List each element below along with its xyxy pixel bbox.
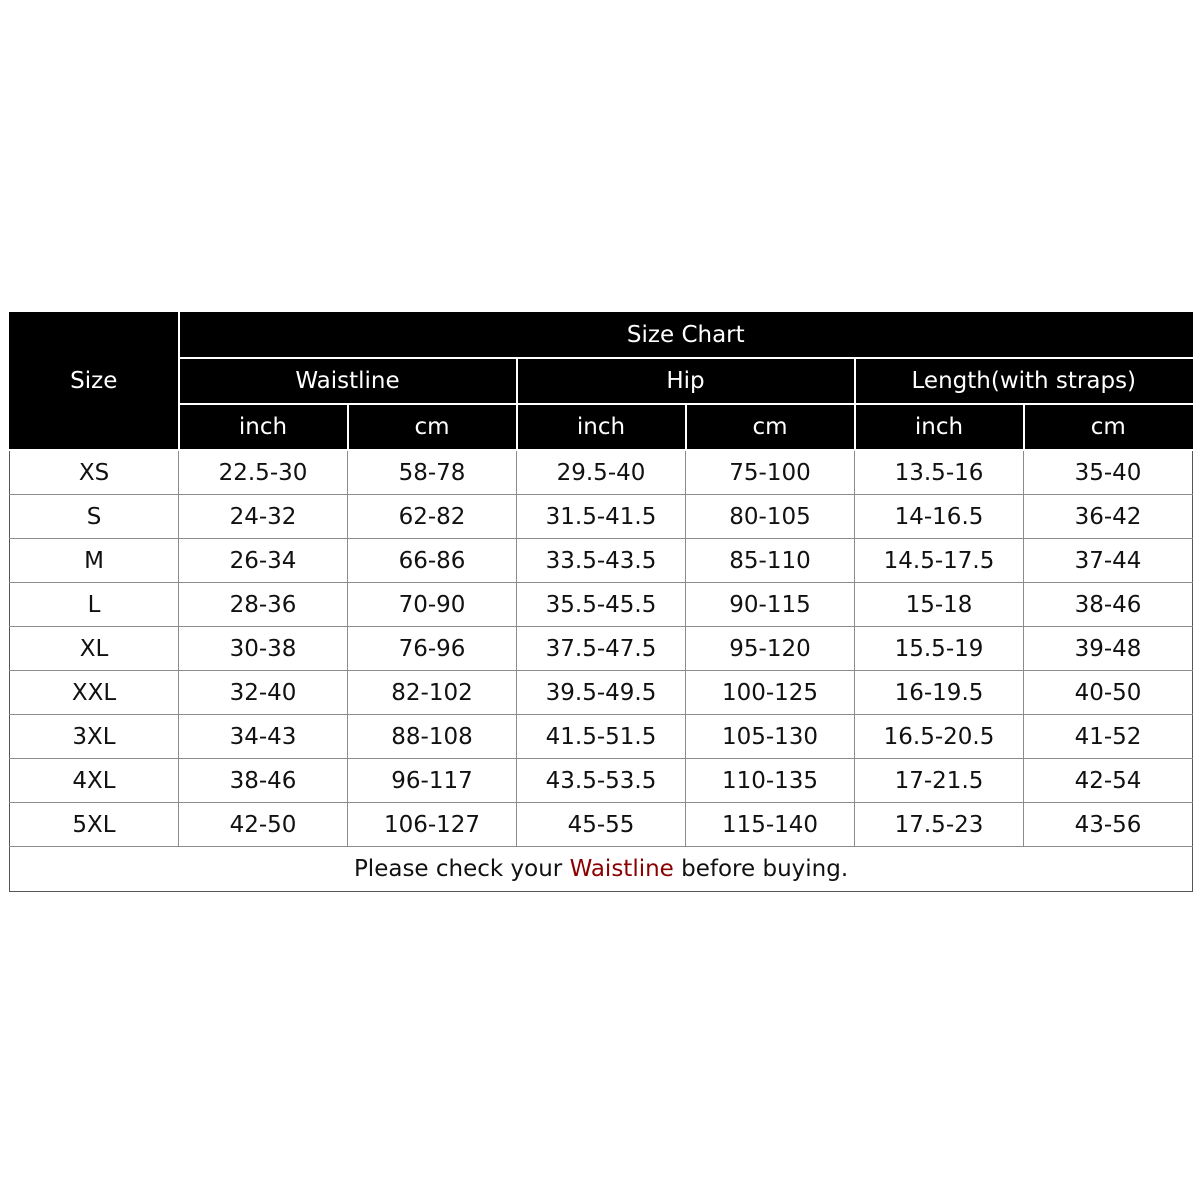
- cell-waistline-inch: 30-38: [179, 627, 348, 671]
- cell-waistline-cm: 62-82: [348, 495, 517, 539]
- cell-hip-inch: 37.5-47.5: [517, 627, 686, 671]
- cell-length-cm: 40-50: [1024, 671, 1193, 715]
- cell-waistline-inch: 34-43: [179, 715, 348, 759]
- unit-header-waistline-cm: cm: [348, 404, 517, 450]
- cell-waistline-inch: 28-36: [179, 583, 348, 627]
- unit-header-hip-inch: inch: [517, 404, 686, 450]
- cell-hip-inch: 33.5-43.5: [517, 539, 686, 583]
- cell-length-inch: 17.5-23: [855, 803, 1024, 847]
- cell-waistline-cm: 96-117: [348, 759, 517, 803]
- cell-length-inch: 15.5-19: [855, 627, 1024, 671]
- table-row: [10, 759, 1193, 803]
- table-row: [10, 671, 1193, 715]
- cell-waistline-cm: 88-108: [348, 715, 517, 759]
- cell-hip-cm: 80-105: [686, 495, 855, 539]
- table-row: [10, 803, 1193, 847]
- table-row: [10, 539, 1193, 583]
- cell-waistline-cm: 66-86: [348, 539, 517, 583]
- table-row: [10, 450, 1193, 495]
- cell-length-cm: 35-40: [1024, 450, 1193, 495]
- unit-header-waistline-inch: inch: [179, 404, 348, 450]
- cell-waistline-cm: 70-90: [348, 583, 517, 627]
- cell-length-cm: 38-46: [1024, 583, 1193, 627]
- cell-waistline-inch: 26-34: [179, 539, 348, 583]
- table-title: Size Chart: [179, 313, 1193, 359]
- cell-waistline-inch: 38-46: [179, 759, 348, 803]
- note-text-after: before buying.: [673, 856, 849, 882]
- note-row: [10, 847, 1193, 892]
- header-group-row: [10, 358, 1193, 404]
- cell-hip-cm: 100-125: [686, 671, 855, 715]
- cell-length-cm: 39-48: [1024, 627, 1193, 671]
- header-unit-row: [10, 404, 1193, 450]
- size-chart-body: [10, 450, 1193, 847]
- cell-hip-inch: 43.5-53.5: [517, 759, 686, 803]
- cell-size: L: [10, 583, 179, 627]
- cell-size: 4XL: [10, 759, 179, 803]
- cell-hip-inch: 29.5-40: [517, 450, 686, 495]
- cell-size: S: [10, 495, 179, 539]
- size-column-header: Size: [10, 313, 179, 451]
- cell-waistline-cm: 58-78: [348, 450, 517, 495]
- cell-hip-cm: 90-115: [686, 583, 855, 627]
- cell-length-inch: 14.5-17.5: [855, 539, 1024, 583]
- size-chart-table: [9, 312, 1193, 892]
- cell-hip-cm: 95-120: [686, 627, 855, 671]
- cell-waistline-cm: 82-102: [348, 671, 517, 715]
- size-chart-header: [10, 313, 1193, 451]
- cell-size: XL: [10, 627, 179, 671]
- size-note: [10, 847, 1193, 892]
- cell-length-inch: 13.5-16: [855, 450, 1024, 495]
- cell-length-cm: 41-52: [1024, 715, 1193, 759]
- cell-length-inch: 14-16.5: [855, 495, 1024, 539]
- cell-hip-inch: 31.5-41.5: [517, 495, 686, 539]
- cell-size: M: [10, 539, 179, 583]
- cell-hip-inch: 45-55: [517, 803, 686, 847]
- size-chart-footer: [10, 847, 1193, 892]
- cell-length-inch: 15-18: [855, 583, 1024, 627]
- cell-length-inch: 17-21.5: [855, 759, 1024, 803]
- unit-header-length-cm: cm: [1024, 404, 1193, 450]
- cell-length-cm: 36-42: [1024, 495, 1193, 539]
- cell-hip-inch: 35.5-45.5: [517, 583, 686, 627]
- cell-waistline-cm: 106-127: [348, 803, 517, 847]
- cell-size: XS: [10, 450, 179, 495]
- note-text-before: Please check your: [353, 856, 570, 882]
- cell-hip-cm: 85-110: [686, 539, 855, 583]
- cell-waistline-inch: 32-40: [179, 671, 348, 715]
- group-header-length: Length(with straps): [855, 358, 1193, 404]
- cell-hip-cm: 115-140: [686, 803, 855, 847]
- cell-hip-cm: 105-130: [686, 715, 855, 759]
- group-header-waistline: Waistline: [179, 358, 517, 404]
- cell-hip-cm: 75-100: [686, 450, 855, 495]
- cell-hip-inch: 41.5-51.5: [517, 715, 686, 759]
- unit-header-hip-cm: cm: [686, 404, 855, 450]
- table-row: [10, 495, 1193, 539]
- table-row: [10, 627, 1193, 671]
- cell-length-cm: 43-56: [1024, 803, 1193, 847]
- cell-waistline-inch: 42-50: [179, 803, 348, 847]
- cell-waistline-inch: 24-32: [179, 495, 348, 539]
- header-title-row: [10, 313, 1193, 359]
- cell-waistline-inch: 22.5-30: [179, 450, 348, 495]
- cell-size: 3XL: [10, 715, 179, 759]
- cell-length-cm: 37-44: [1024, 539, 1193, 583]
- cell-length-cm: 42-54: [1024, 759, 1193, 803]
- cell-waistline-cm: 76-96: [348, 627, 517, 671]
- table-row: [10, 715, 1193, 759]
- group-header-hip: Hip: [517, 358, 855, 404]
- cell-length-inch: 16-19.5: [855, 671, 1024, 715]
- cell-hip-inch: 39.5-49.5: [517, 671, 686, 715]
- cell-size: 5XL: [10, 803, 179, 847]
- cell-length-inch: 16.5-20.5: [855, 715, 1024, 759]
- table-row: [10, 583, 1193, 627]
- unit-header-length-inch: inch: [855, 404, 1024, 450]
- cell-size: XXL: [10, 671, 179, 715]
- cell-hip-cm: 110-135: [686, 759, 855, 803]
- note-highlight: Waistline: [569, 856, 674, 882]
